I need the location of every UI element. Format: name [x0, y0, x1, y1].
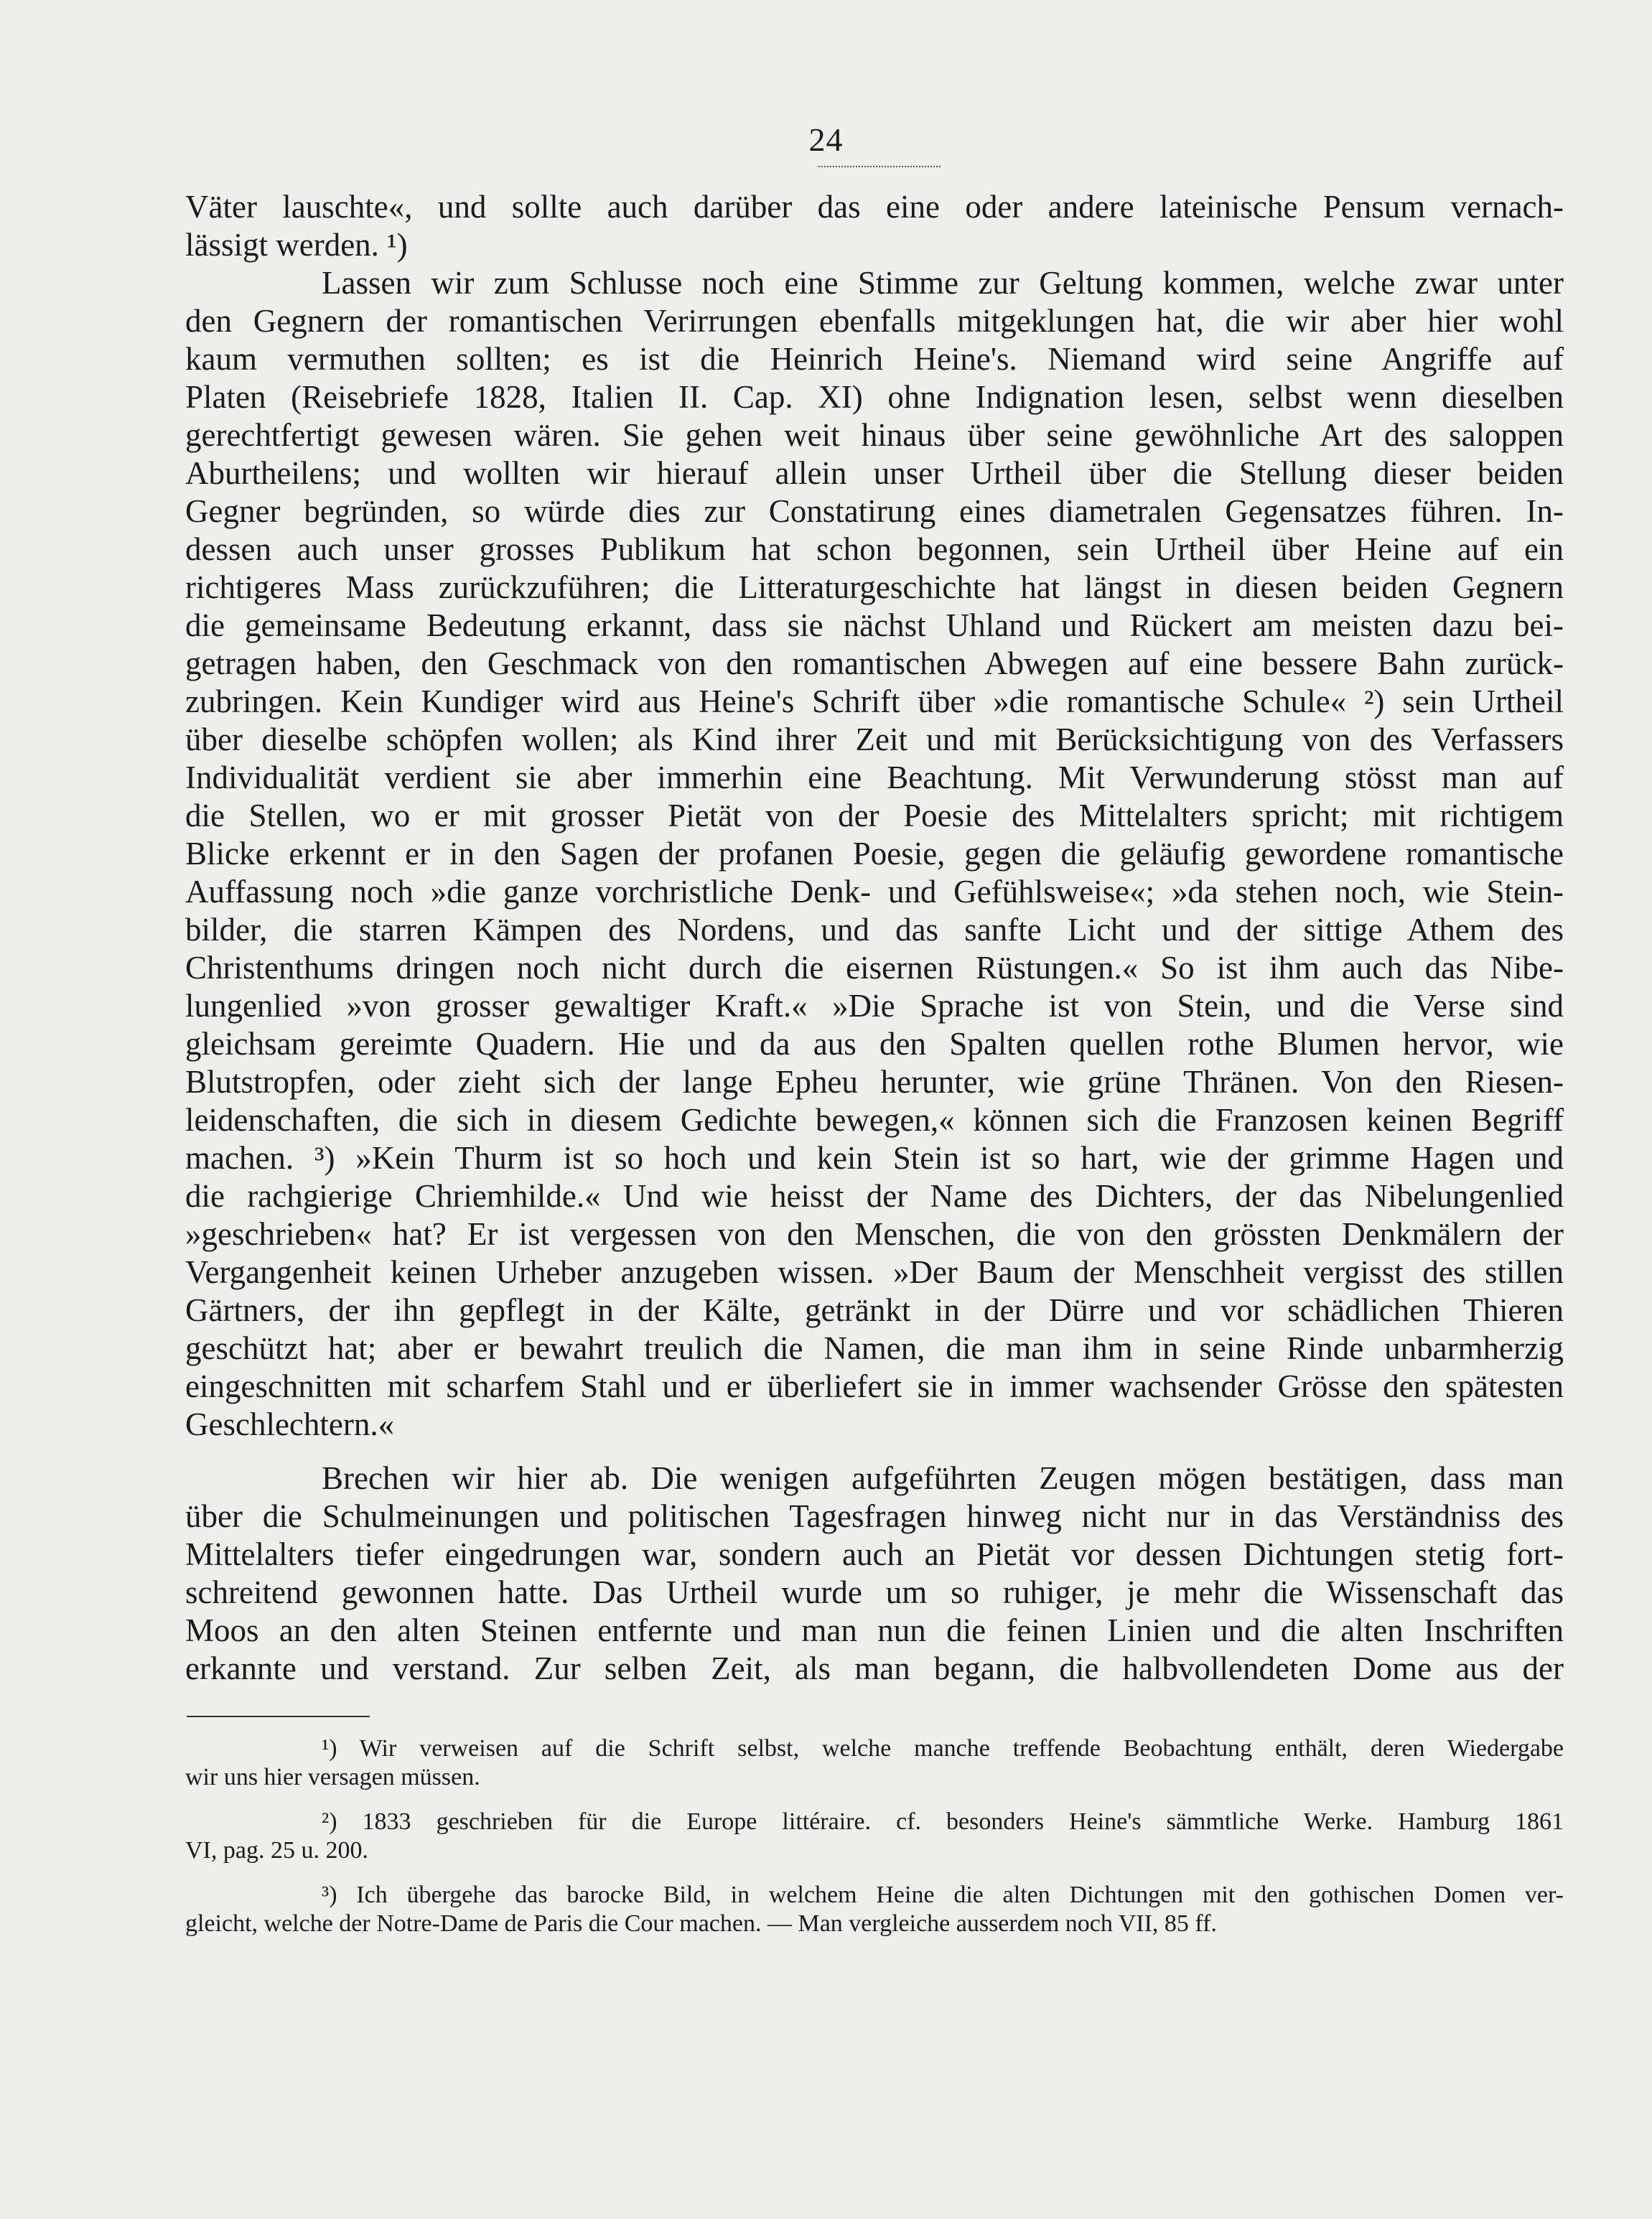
body-line: die rachgierige Chriemhilde.« Und wie heisst der Name des Dichters, der das Nibelungenlied [185, 1178, 1564, 1214]
body-line: die Stellen, wo er mit grosser Pietät von der Poesie des Mittelalters spricht; mit richtigem [185, 798, 1564, 833]
body-line: dessen auch unser grosses Publikum hat schon begonnen, sein Urtheil über Heine auf ein [185, 531, 1564, 567]
body-line: getragen haben, den Geschmack von den romantischen Abwegen auf eine bessere Bahn zurück- [185, 645, 1564, 681]
body-line: gleichsam gereimte Quadern. Hie und da aus den Spalten quellen rothe Blumen hervor, wie [185, 1026, 1564, 1062]
body-line: kaum vermuthen sollten; es ist die Heinrich Heine's. Niemand wird seine Angriffe auf [185, 341, 1564, 377]
body-line: den Gegnern der romantischen Verirrungen ebenfalls mitgeklungen hat, die wir aber hier wohl [185, 303, 1564, 339]
body-line: Blutstropfen, oder zieht sich der lange Epheu herunter, wie grüne Thränen. Von den Riesen- [185, 1064, 1564, 1100]
page-number: 24 [808, 121, 844, 158]
body-line: Vergangenheit keinen Urheber anzugeben wissen. »Der Baum der Menschheit vergisst des stillen [185, 1254, 1564, 1290]
body-line: Auffassung noch »die ganze vorchristliche Denk- und Gefühlsweise«; »da stehen noch, wie Stein- [185, 874, 1564, 910]
body-line: Mittelalters tiefer eingedrungen war, sondern auch an Pietät vor dessen Dichtungen stetig fort- [185, 1536, 1564, 1572]
body-line: erkannte und verstand. Zur selben Zeit, als man begann, die halbvollendeten Dome aus der [185, 1650, 1564, 1686]
body-line: machen. ³) »Kein Thurm ist so hoch und kein Stein ist so hart, wie der grimme Hagen und [185, 1140, 1564, 1176]
body-line: richtigeres Mass zurückzuführen; die Litteraturgeschichte hat längst in diesen beiden Gegnern [185, 569, 1564, 605]
body-line: lässigt werden. ¹) [185, 227, 408, 263]
body-line: eingeschnitten mit scharfem Stahl und er überliefert sie in immer wachsender Grösse den spätesten [185, 1368, 1564, 1404]
body-line: Gegner begründen, so würde dies zur Constatirung eines diametralen Gegensatzes führen. In- [185, 493, 1564, 529]
page-number-ornament [818, 166, 941, 167]
footnote-line: wir uns hier versagen müssen. [185, 1764, 480, 1790]
body-line: Lassen wir zum Schlusse noch eine Stimme zur Geltung kommen, welche zwar unter [322, 265, 1564, 301]
body-text [185, 188, 1564, 1688]
body-line: Christenthums dringen noch nicht durch die eisernen Rüstungen.« So ist ihm auch das Nibe- [185, 950, 1564, 986]
body-line: Blicke erkennt er in den Sagen der profanen Poesie, gegen die geläufig gewordene romantische [185, 836, 1564, 872]
footnote-line: ¹) Wir verweisen auf die Schrift selbst, welche manche treffende Beobachtung enthält, deren Wiedergabe [322, 1735, 1564, 1762]
body-line: über die Schulmeinungen und politischen Tagesfragen hinweg nicht nur in das Verständniss des [185, 1498, 1564, 1534]
body-line: Gärtners, der ihn gepflegt in der Kälte, getränkt in der Dürre und vor schädlichen Thieren [185, 1292, 1564, 1328]
body-line: geschützt hat; aber er bewahrt treulich die Namen, die man ihm in seine Rinde unbarmherzig [185, 1330, 1564, 1366]
body-line: Individualität verdient sie aber immerhin eine Beachtung. Mit Verwunderung stösst man auf [185, 760, 1564, 795]
footnote-line: ²) 1833 geschrieben für die Europe littéraire. cf. besonders Heine's sämmtliche Werke. Hamburg 1861 [322, 1808, 1564, 1835]
footnote-line: VI, pag. 25 u. 200. [185, 1837, 368, 1864]
body-line: Moos an den alten Steinen entfernte und man nun die feinen Linien und die alten Inschriften [185, 1612, 1564, 1648]
footnote-line: gleicht, welche der Notre-Dame de Paris die Cour machen. — Man vergleiche ausserdem noch VII, 85 ff. [185, 1910, 1217, 1937]
body-line: »geschrieben« hat? Er ist vergessen von den Menschen, die von den grössten Denkmälern der [185, 1216, 1564, 1252]
body-line: schreitend gewonnen hatte. Das Urtheil wurde um so ruhiger, je mehr die Wissenschaft das [185, 1574, 1564, 1610]
body-line: lungenlied »von grosser gewaltiger Kraft.« »Die Sprache ist von Stein, und die Verse sind [185, 988, 1564, 1024]
body-line: bilder, die starren Kämpen des Nordens, und das sanfte Licht und der sittige Athem des [185, 912, 1564, 948]
body-line: Aburtheilens; und wollten wir hierauf allein unser Urtheil über die Stellung dieser beiden [185, 455, 1564, 491]
body-line: über dieselbe schöpfen wollen; als Kind ihrer Zeit und mit Berücksichtigung von des Verfassers [185, 721, 1564, 757]
body-line: Väter lauschte«, und sollte auch darüber das eine oder andere lateinische Pensum vernach- [185, 189, 1564, 225]
body-line: gerechtfertigt gewesen wären. Sie gehen weit hinaus über seine gewöhnliche Art des saloppen [185, 417, 1564, 453]
body-line: leidenschaften, die sich in diesem Gedichte bewegen,« können sich die Franzosen keinen Begriff [185, 1102, 1564, 1138]
footnote-separator [187, 1716, 370, 1717]
body-line: zubringen. Kein Kundiger wird aus Heine's Schrift über »die romantische Schule« ²) sein Urtheil [185, 683, 1564, 719]
body-line: Platen (Reisebriefe 1828, Italien II. Cap. XI) ohne Indignation lesen, selbst wenn dieselben [185, 379, 1564, 415]
footnote-line: ³) Ich übergehe das barocke Bild, in welchem Heine die alten Dichtungen mit den gothischen Domen ver- [322, 1882, 1564, 1908]
body-line: Geschlechtern.« [185, 1406, 395, 1442]
footnotes [185, 1734, 1564, 1938]
body-line: die gemeinsame Bedeutung erkannt, dass sie nächst Uhland und Rückert am meisten dazu bei- [185, 607, 1564, 643]
body-line: Brechen wir hier ab. Die wenigen aufgeführten Zeugen mögen bestätigen, dass man [322, 1460, 1564, 1496]
